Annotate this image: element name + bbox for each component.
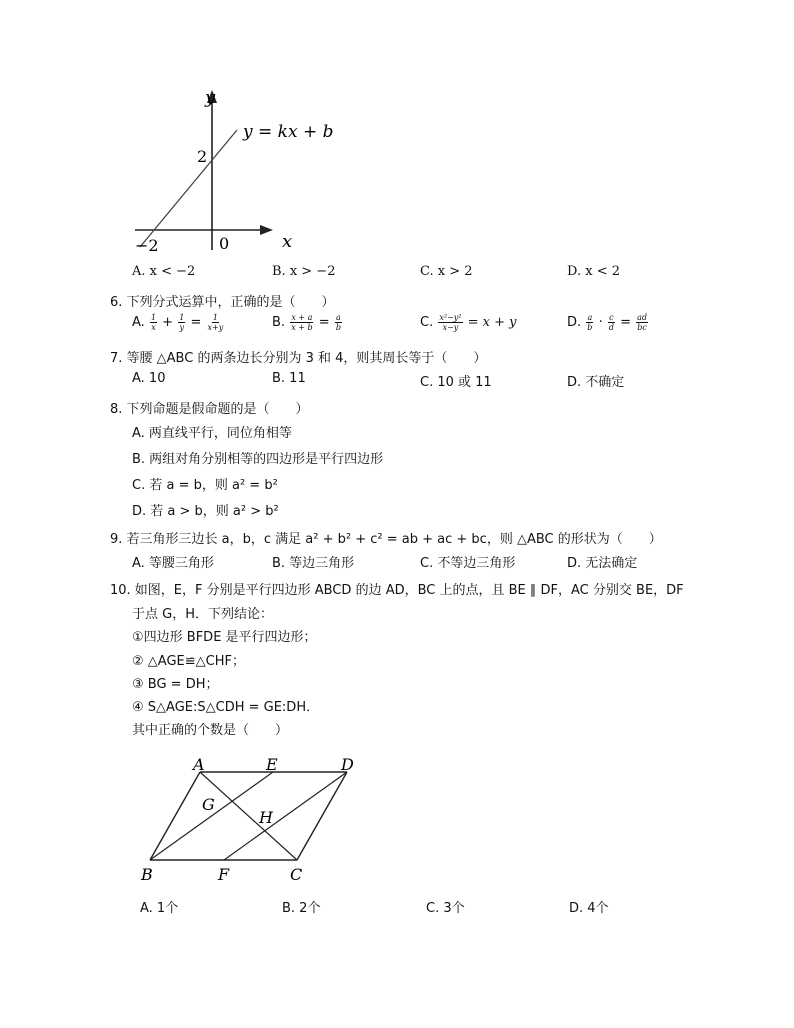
point-e-label: E	[266, 755, 278, 774]
point-d-label: D	[341, 755, 354, 774]
q8-stem: 8. 下列命题是假命题的是（ ）	[110, 402, 309, 417]
numerator: x²−y²	[439, 313, 462, 322]
denominator: y	[179, 323, 185, 332]
segment-dc	[297, 772, 347, 860]
fraction	[608, 313, 615, 332]
fraction	[290, 313, 313, 332]
denominator: bc	[637, 323, 647, 332]
line-equation: y = kx + b	[243, 122, 334, 142]
q6-d-label: D.	[567, 315, 582, 330]
q7-option-a[interactable]: A. 10	[132, 371, 166, 386]
q10-stem-line1: 10. 如图，E，F 分别是平行四边形 ABCD 的边 AD，BC 上的点，且 BE ∥ DF，AC 分别交 BE，DF	[110, 583, 684, 598]
y-intercept-label: 2	[197, 147, 208, 166]
parallelogram-figure	[135, 752, 365, 887]
q6-stem: 6. 下列分式运算中，正确的是（ ）	[110, 295, 335, 310]
x-axis-label: x	[282, 231, 293, 252]
point-c-label: C	[290, 865, 303, 884]
linear-function-graph	[125, 85, 335, 255]
q5-option-c[interactable]: C. x > 2	[420, 264, 473, 279]
numerator: 1	[150, 313, 157, 322]
operator: =	[318, 315, 330, 330]
q8-option-a[interactable]: A. 两直线平行，同位角相等	[132, 426, 292, 441]
q10-question: 其中正确的个数是（ ）	[132, 723, 289, 738]
segment-be	[150, 772, 273, 860]
q8-option-b[interactable]: B. 两组对角分别相等的四边形是平行四边形	[132, 452, 384, 467]
denominator: x−y	[442, 323, 459, 332]
numerator: 1	[212, 313, 218, 322]
q6-option-d[interactable]	[567, 313, 649, 332]
x-axis-arrow-icon	[260, 225, 273, 235]
x-intercept-label: −2	[135, 236, 159, 255]
numerator: 1	[179, 313, 185, 322]
q10-conclusion-2: ② △AGE≌△CHF；	[132, 654, 245, 669]
fraction	[207, 313, 225, 332]
operator: =	[190, 315, 202, 330]
q7-option-c[interactable]: C. 10 或 11	[420, 375, 492, 390]
q7-option-d[interactable]: D. 不确定	[567, 375, 625, 390]
q10-option-c[interactable]: C. 3个	[426, 901, 465, 916]
q10-option-b[interactable]: B. 2个	[282, 901, 321, 916]
denominator: d	[608, 323, 614, 332]
q9-option-c[interactable]: C. 不等边三角形	[420, 556, 516, 571]
fraction	[438, 313, 462, 332]
denominator: b	[335, 323, 341, 332]
q10-option-a[interactable]: A. 1个	[140, 901, 179, 916]
q5-option-b[interactable]: B. x > −2	[272, 264, 336, 279]
q6-c-label: C.	[420, 315, 434, 330]
q10-conclusion-4: ④ S△AGE:S△CDH = GE:DH．	[132, 700, 320, 715]
q7-option-b[interactable]: B. 11	[272, 371, 306, 386]
fraction	[335, 313, 342, 332]
point-g-label: G	[202, 795, 215, 814]
q8-option-c[interactable]: C. 若 a = b，则 a² = b²	[132, 478, 278, 493]
q10-stem-line2: 于点 G，H．下列结论：	[132, 607, 273, 622]
numerator: ad	[637, 313, 648, 322]
q9-option-a[interactable]: A. 等腰三角形	[132, 556, 214, 571]
segment-df	[224, 772, 347, 860]
denominator: x	[151, 323, 156, 332]
denominator: x+y	[207, 323, 224, 332]
segment-ac	[200, 772, 297, 860]
equation-rhs: = x + y	[467, 315, 517, 330]
numerator: a	[335, 313, 341, 322]
q6-option-b[interactable]	[272, 313, 343, 332]
fraction	[636, 313, 648, 332]
q9-stem: 9. 若三角形三边长 a，b，c 满足 a² + b² + c² = ab + ac + bc，则 △ABC 的形状为（ ）	[110, 532, 662, 547]
q9-option-d[interactable]: D. 无法确定	[567, 556, 638, 571]
numerator: a	[587, 313, 593, 322]
point-h-label: H	[259, 808, 273, 827]
q10-conclusion-1: ①四边形 BFDE 是平行四边形；	[132, 630, 317, 645]
q6-a-label: A.	[132, 315, 145, 330]
q9-option-b[interactable]: B. 等边三角形	[272, 556, 355, 571]
q6-option-a[interactable]	[132, 313, 225, 332]
q6-option-c[interactable]	[420, 313, 517, 332]
fraction	[178, 313, 185, 332]
segment-ab	[150, 772, 200, 860]
q7-stem: 7. 等腰 △ABC 的两条边长分别为 3 和 4，则其周长等于（ ）	[110, 351, 487, 366]
q10-option-d[interactable]: D. 4个	[569, 901, 609, 916]
denominator: x + b	[291, 323, 313, 332]
q6-b-label: B.	[272, 315, 286, 330]
denominator: b	[587, 323, 593, 332]
fraction	[586, 313, 593, 332]
point-f-label: F	[218, 865, 230, 884]
q8-option-d[interactable]: D. 若 a > b，则 a² > b²	[132, 504, 279, 519]
fraction	[150, 313, 157, 332]
operator: =	[620, 315, 632, 330]
origin-label: 0	[219, 234, 230, 253]
point-a-label: A	[193, 755, 205, 774]
operator: +	[162, 315, 174, 330]
operator: ·	[598, 315, 603, 330]
point-b-label: B	[141, 865, 153, 884]
numerator: c	[609, 313, 614, 322]
q10-conclusion-3: ③ BG = DH；	[132, 677, 219, 692]
numerator: x + a	[291, 313, 313, 322]
q5-option-d[interactable]: D. x < 2	[567, 264, 620, 279]
q5-option-a[interactable]: A. x < −2	[132, 264, 196, 279]
y-axis-label: y	[205, 87, 216, 108]
